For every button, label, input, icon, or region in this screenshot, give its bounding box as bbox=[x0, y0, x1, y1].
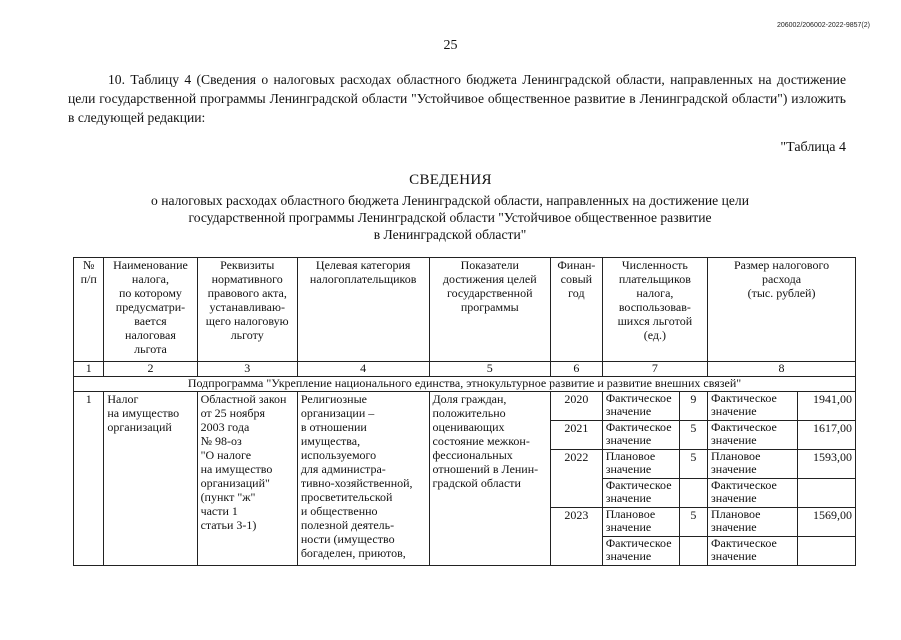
document-subtitle bbox=[130, 192, 770, 243]
value-kind-cell: Плановое значение bbox=[602, 508, 679, 537]
subprogram-title: Подпрограмма "Укрепление национального единства, этнокультурное развитие и развитие внешних связей" bbox=[74, 377, 856, 392]
amount-cell bbox=[798, 537, 856, 566]
payer-count-cell bbox=[679, 537, 707, 566]
table-header-row bbox=[74, 258, 856, 362]
amount-cell: 1569,00 bbox=[798, 508, 856, 537]
tax-expenditure-table bbox=[73, 257, 856, 566]
payer-count-cell: 5 bbox=[679, 508, 707, 537]
intro-text: 10. Таблицу 4 (Сведения о налоговых расходах областного бюджета Ленинградской области, направленных на достижение цели государственной программы Ленинградской области "Устойчивое общественное развитие в Ленинградской области") изложить в следующей редакции: bbox=[68, 72, 846, 125]
document-title: СВЕДЕНИЯ bbox=[409, 172, 492, 188]
column-number: 1 bbox=[74, 362, 104, 377]
amount-kind-cell: Фактическое значение bbox=[708, 537, 798, 566]
amount-kind-cell: Плановое значение bbox=[708, 450, 798, 479]
column-header: Финан- совый год bbox=[551, 258, 603, 362]
document-code: 206002/206002-2022-9857(2) bbox=[776, 22, 870, 29]
payer-count-cell: 9 bbox=[679, 392, 707, 421]
subtitle-line: государственной программы Ленинградской области "Устойчивое общественное развитие bbox=[188, 210, 712, 225]
year-cell: 2020 bbox=[551, 392, 603, 421]
payer-count-cell: 5 bbox=[679, 421, 707, 450]
column-header: Наименование налога, по которому предусматри- вается налоговая льгота bbox=[104, 258, 197, 362]
column-number: 8 bbox=[708, 362, 856, 377]
column-number: 3 bbox=[197, 362, 297, 377]
amount-kind-cell: Фактическое значение bbox=[708, 421, 798, 450]
amount-kind-cell: Фактическое значение bbox=[708, 479, 798, 508]
row-number: 1 bbox=[74, 392, 104, 566]
value-kind-cell: Плановое значение bbox=[602, 450, 679, 479]
column-header: Размер налогового расхода (тыс. рублей) bbox=[708, 258, 856, 362]
value-kind-cell: Фактическое значение bbox=[602, 421, 679, 450]
column-header: Показатели достижения целей государственной программы bbox=[429, 258, 551, 362]
subtitle-line: в Ленинградской области" bbox=[373, 227, 527, 242]
column-number: 4 bbox=[297, 362, 429, 377]
page-number: 25 bbox=[443, 38, 458, 53]
intro-paragraph bbox=[68, 70, 846, 127]
amount-cell: 1941,00 bbox=[798, 392, 856, 421]
column-number: 2 bbox=[104, 362, 197, 377]
tax-name-cell: Налог на имущество организаций bbox=[104, 392, 197, 566]
value-kind-cell: Фактическое значение bbox=[602, 392, 679, 421]
value-kind-cell: Фактическое значение bbox=[602, 479, 679, 508]
amount-cell: 1593,00 bbox=[798, 450, 856, 479]
subtitle-line: о налоговых расходах областного бюджета Ленинградской области, направленных на достижение цели bbox=[151, 193, 749, 208]
category-cell: Религиозные организации – в отношении имущества, используемого для администра- тивно-хозяйственной, просветительской и общественно полезной деятель- ности (имущество богаделен, приютов, bbox=[297, 392, 429, 566]
amount-cell: 1617,00 bbox=[798, 421, 856, 450]
column-number-row bbox=[74, 362, 856, 377]
year-cell: 2023 bbox=[551, 508, 603, 566]
payer-count-cell bbox=[679, 479, 707, 508]
amount-kind-cell: Плановое значение bbox=[708, 508, 798, 537]
table-row bbox=[74, 392, 856, 421]
column-number: 5 bbox=[429, 362, 551, 377]
column-number: 7 bbox=[602, 362, 707, 377]
payer-count-cell: 5 bbox=[679, 450, 707, 479]
subprogram-row bbox=[74, 377, 856, 392]
year-cell: 2021 bbox=[551, 421, 603, 450]
legal-act-cell: Областной закон от 25 ноября 2003 года № 98-оз "О налоге на имущество организаций" (пункт "ж" части 1 статьи 3-1) bbox=[197, 392, 297, 566]
indicator-cell: Доля граждан, положительно оценивающих состояние межкон- фессиональных отношений в Ленин- градской области bbox=[429, 392, 551, 566]
column-header: № п/п bbox=[74, 258, 104, 362]
column-header: Целевая категория налогоплательщиков bbox=[297, 258, 429, 362]
column-header: Численность плательщиков налога, воспользовав- шихся льготой (ед.) bbox=[602, 258, 707, 362]
column-header: Реквизиты нормативного правового акта, устанавливаю- щего налоговую льготу bbox=[197, 258, 297, 362]
amount-cell bbox=[798, 479, 856, 508]
column-number: 6 bbox=[551, 362, 603, 377]
value-kind-cell: Фактическое значение bbox=[602, 537, 679, 566]
table-reference: "Таблица 4 bbox=[780, 140, 846, 155]
amount-kind-cell: Фактическое значение bbox=[708, 392, 798, 421]
year-cell: 2022 bbox=[551, 450, 603, 508]
